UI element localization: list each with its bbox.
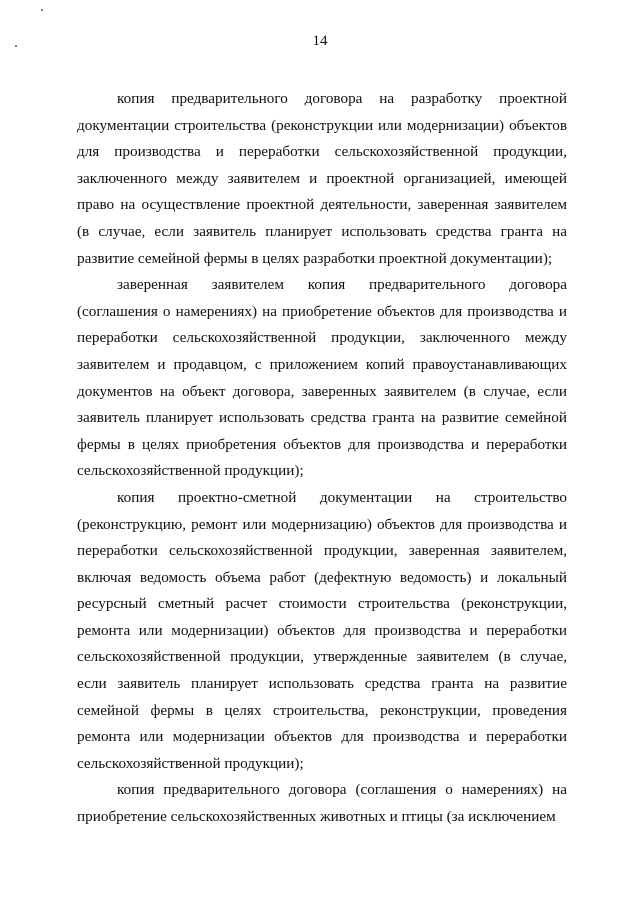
paragraph-2: заверенная заявителем копия предварительного договора (соглашения о намерениях) на приобретение объектов для производства и переработки сельскохозяйственной продукции, заключенного между заявителем и продавцом, с приложением копий правоустанавливающих документов на объект договора, заверенных заявителем (в случае, если заявитель планирует использовать средства гранта на развитие семейной фермы в целях приобретения объектов для производства и переработки сельскохозяйственной продукции); xyxy=(77,276,567,480)
scan-speck xyxy=(41,9,43,11)
page-number: 14 xyxy=(312,33,328,49)
body-text xyxy=(77,86,567,831)
paragraph-1: копия предварительного договора на разработку проектной документации строительства (реконструкции или модернизации) объектов для производства и переработки сельскохозяйственной продукции, заключенного между заявителем и проектной организацией, имеющей право на осуществление проектной деятельности, заверенная заявителем (в случае, если заявитель планирует использовать средства гранта на развитие семейной фермы в целях разработки проектной документации); xyxy=(77,90,567,267)
paragraph-3: копия проектно-сметной документации на строительство (реконструкцию, ремонт или модернизацию) объектов для производства и переработки сельскохозяйственной продукции, заверенная заявителем, включая ведомость объема работ (дефектную ведомость) и локальный ресурсный сметный расчет стоимости строительства (реконструкции, ремонта или модернизации) объектов для производства и переработки сельскохозяйственной продукции, утвержденные заявителем (в случае, если заявитель планирует использовать средства гранта на развитие семейной фермы в целях строительства, реконструкции, проведения ремонта или модернизации объектов для производства и переработки сельскохозяйственной продукции); xyxy=(77,488,567,772)
paragraph-4: копия предварительного договора (соглашения о намерениях) на приобретение сельскохозяйственных животных и птицы (за исключением xyxy=(77,781,567,826)
